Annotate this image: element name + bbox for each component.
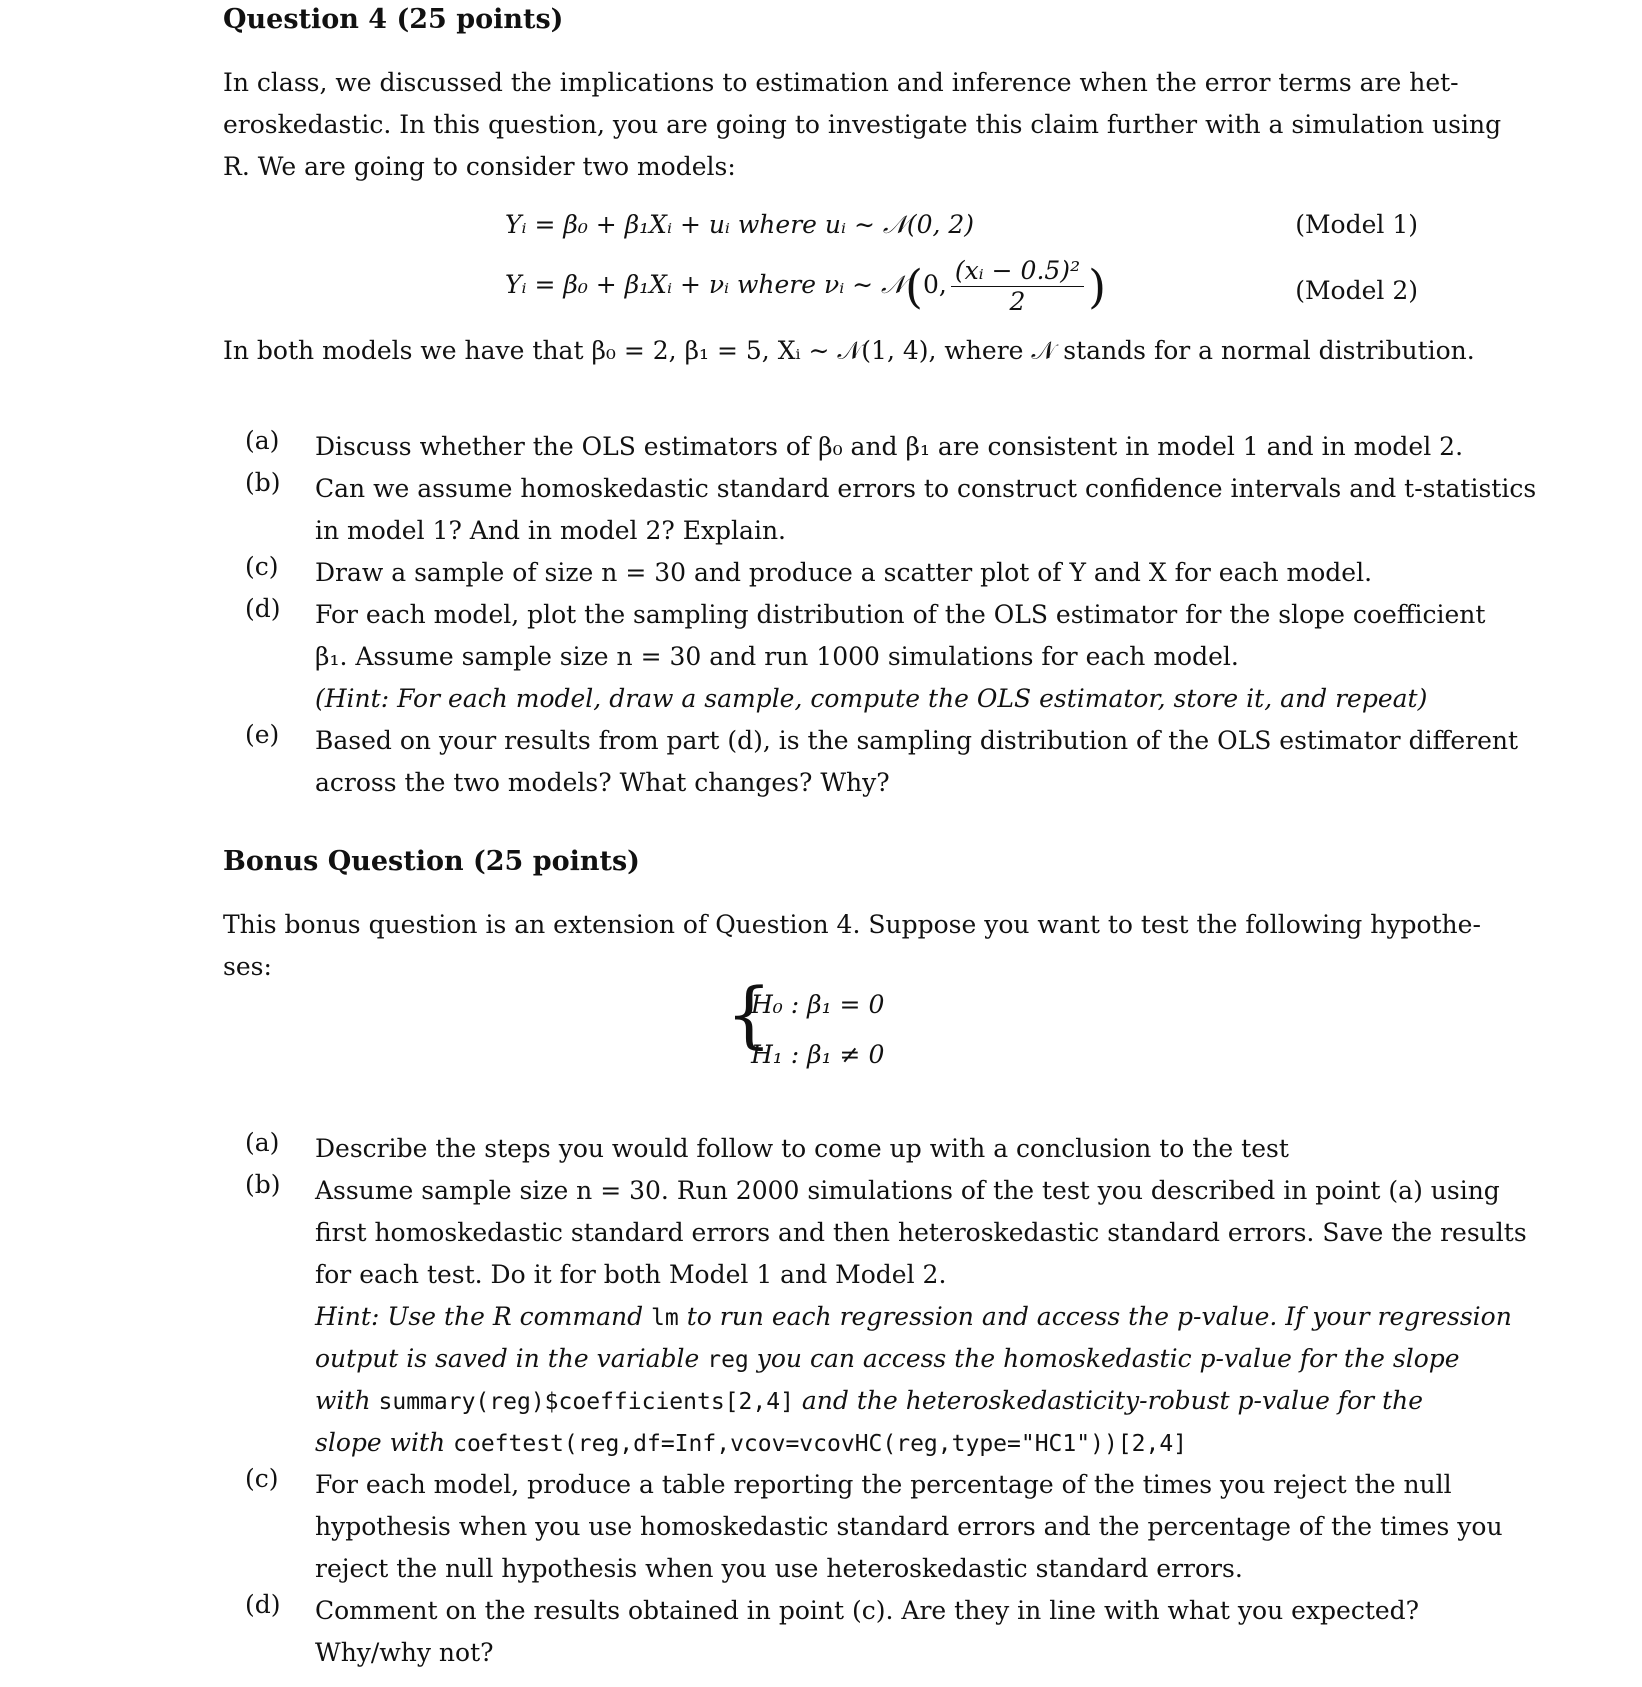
hint-code: lm	[651, 1305, 679, 1331]
item-line: across the two models? What changes? Why?	[315, 768, 890, 797]
both-models-text	[223, 330, 1475, 372]
item-line: Draw a sample of size n = 30 and produce a scatter plot of Y and X for each model.	[315, 558, 1373, 587]
null-hypothesis: H₀ : β₁ = 0	[751, 990, 885, 1019]
alternative-hypothesis: H₁ : β₁ ≠ 0	[751, 1040, 885, 1069]
item-label: (d)	[245, 594, 281, 623]
hypotheses-brace: {	[726, 972, 772, 1056]
item-label: (c)	[245, 1464, 279, 1493]
model-2-left: Yᵢ = β₀ + β₁Xᵢ + νᵢ where νᵢ ∼ 𝒩	[505, 270, 906, 299]
item-line: Discuss whether the OLS estimators of β₀ and β₁ are consistent in model 1 and in model 2.	[315, 432, 1464, 461]
model-2-fraction	[951, 256, 1084, 317]
hint-line-4	[315, 1422, 1418, 1464]
question-4-intro	[223, 62, 1502, 188]
hint-text: slope with	[315, 1428, 454, 1457]
intro-line: ses:	[223, 952, 272, 981]
hint-code: summary(reg)$coefficients[2,4]	[378, 1389, 794, 1415]
item-line: Why/why not?	[315, 1638, 494, 1667]
item-label: (a)	[245, 426, 280, 455]
fraction-numerator: (xᵢ − 0.5)²	[951, 256, 1084, 287]
hint-code: reg	[707, 1347, 749, 1373]
item-line: β₁. Assume sample size n = 30 and run 1000 simulations for each model.	[315, 642, 1239, 671]
item-label: (e)	[245, 720, 280, 749]
bonus-question-title: Bonus Question (25 points)	[223, 846, 640, 877]
item-line: Can we assume homoskedastic standard errors to construct confidence intervals and t-statistics	[315, 474, 1537, 503]
model-2-label: (Model 2)	[1295, 276, 1418, 305]
item-hint: (Hint: For each model, draw a sample, compute the OLS estimator, store it, and repeat)	[315, 684, 1428, 713]
hint-text: with	[315, 1386, 379, 1415]
item-line: Comment on the results obtained in point (c). Are they in line with what you expected?	[315, 1596, 1420, 1625]
hint-code: coeftest(reg,df=Inf,vcov=vcovHC(reg,type="HC1"))[2,4]	[453, 1431, 1188, 1457]
hint-line-3	[315, 1380, 1424, 1422]
item-label: (d)	[245, 1590, 281, 1619]
hint-text: to run each regression and access the p-value. If your regression	[678, 1302, 1512, 1331]
item-line: For each model, produce a table reporting the percentage of the times you reject the null	[315, 1470, 1452, 1499]
bonus-intro	[223, 904, 1481, 988]
item-line: Describe the steps you would follow to come up with a conclusion to the test	[315, 1134, 1289, 1163]
intro-line: R. We are going to consider two models:	[223, 152, 736, 181]
hint-text: you can access the homoskedastic p-value for the slope	[748, 1344, 1460, 1373]
hint-text: and the heteroskedasticity-robust p-value for the	[793, 1386, 1424, 1415]
intro-line: eroskedastic. In this question, you are going to investigate this claim further with a simulation using	[223, 110, 1502, 139]
intro-line: In class, we discussed the implications to estimation and inference when the error terms are het-	[223, 68, 1459, 97]
item-line: Assume sample size n = 30. Run 2000 simulations of the test you described in point (a) using	[315, 1176, 1500, 1205]
item-line: first homoskedastic standard errors and then heteroskedastic standard errors. Save the results	[315, 1218, 1527, 1247]
hint-line-2	[315, 1338, 1460, 1380]
item-line: For each model, plot the sampling distribution of the OLS estimator for the slope coefficient	[315, 600, 1486, 629]
item-label: (b)	[245, 468, 281, 497]
hint-text: output is saved in the variable	[315, 1344, 708, 1373]
item-line: in model 1? And in model 2? Explain.	[315, 516, 786, 545]
intro-line: This bonus question is an extension of Question 4. Suppose you want to test the following hypothe-	[223, 910, 1481, 939]
item-line: for each test. Do it for both Model 1 and Model 2.	[315, 1260, 947, 1289]
model-2-equation: Yᵢ = β₀ + β₁Xᵢ + νᵢ where νᵢ ∼ 𝒩(0, $\frac{\text{(xᵢ − 0.5)²}}{2}$ )	[505, 256, 1107, 316]
item-label: (c)	[245, 552, 279, 581]
both-models-line: In both models we have that β₀ = 2, β₁ = 5, Xᵢ ∼ 𝒩(1, 4), where 𝒩 stands for a normal distribution.	[223, 336, 1475, 365]
item-line: hypothesis when you use homoskedastic standard errors and the percentage of the times you	[315, 1512, 1503, 1541]
item-line: reject the null hypothesis when you use heteroskedastic standard errors.	[315, 1554, 1243, 1583]
hint-text: Hint: Use the R command	[315, 1302, 652, 1331]
item-label: (b)	[245, 1170, 281, 1199]
item-line: Based on your results from part (d), is the sampling distribution of the OLS estimator different	[315, 726, 1519, 755]
model-1-label: (Model 1)	[1295, 210, 1418, 239]
fraction-denominator: 2	[1009, 287, 1026, 316]
question-4-title: Question 4 (25 points)	[223, 4, 564, 35]
item-label: (a)	[245, 1128, 280, 1157]
hint-line-1	[315, 1296, 1512, 1338]
model-1-equation: Yᵢ = β₀ + β₁Xᵢ + uᵢ where uᵢ ∼ 𝒩(0, 2)	[505, 210, 975, 239]
